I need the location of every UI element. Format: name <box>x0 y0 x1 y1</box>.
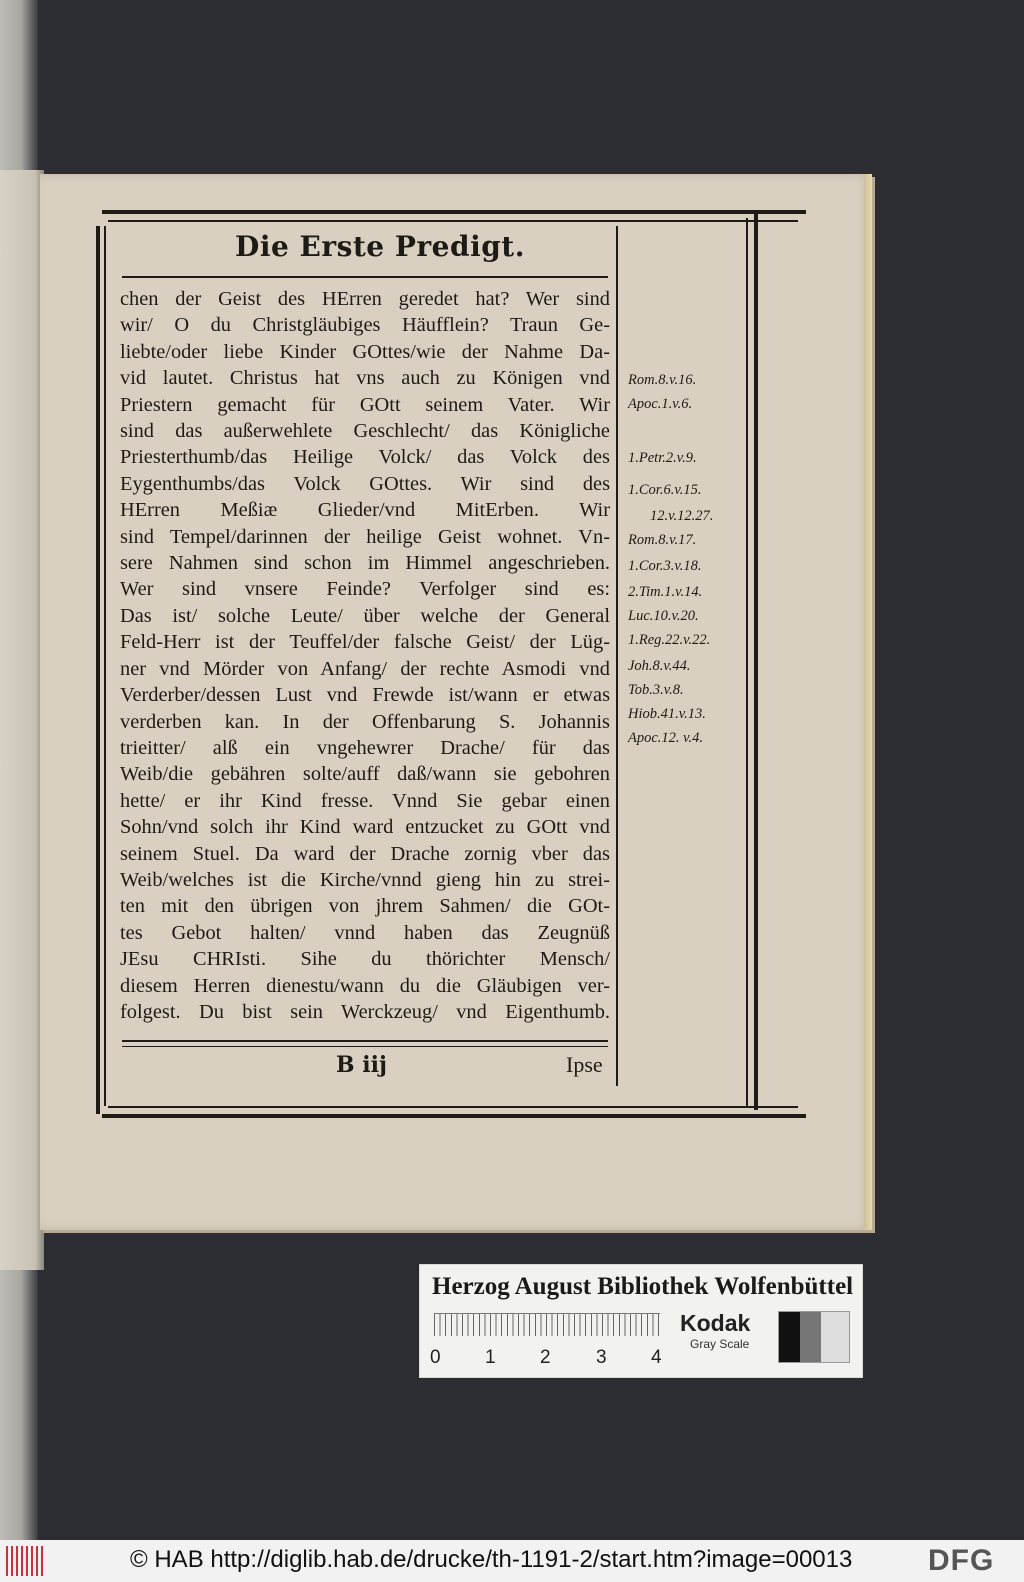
page-title: Die Erste Predigt. <box>235 230 525 263</box>
header-rule <box>122 276 608 278</box>
margin-note: 2.Tim.1.v.14. <box>628 584 703 600</box>
frame-rule <box>108 1106 798 1108</box>
text-line: sind das außerwehlete Geschlecht/ das Königliche <box>120 420 610 443</box>
text-line: ten mit den übrigen von jhrem Sahmen/ die GOt- <box>120 895 610 918</box>
main-text-column <box>120 286 610 1025</box>
text-line: folgest. Du bist sein Werckzeug/ vnd Eigenthumb. <box>120 1000 610 1023</box>
margin-note: Rom.8.v.17. <box>628 532 697 548</box>
dfg-logo: DFG <box>928 1544 995 1577</box>
footer-rule <box>122 1040 608 1042</box>
margin-note: 1.Cor.6.v.15. <box>628 482 702 498</box>
text-line: Priesterthumb/das Heilige Volck/ das Volck des <box>120 446 610 469</box>
text-line: chen der Geist des HErren geredet hat? Wer sind <box>120 288 610 310</box>
text-line: hette/ er ihr Kind fresse. Vnnd Sie gebar einen <box>120 789 610 812</box>
margin-note: 1.Petr.2.v.9. <box>628 450 697 466</box>
text-line: Weib/die gebähren solte/auff daß/wann sie gebohren <box>120 763 610 786</box>
text-line: sere Nahmen sind schon im Himmel angeschrieben. <box>120 552 610 575</box>
text-line: Eygenthumbs/das Volck GOttes. Wir sind des <box>120 472 610 495</box>
frame-rule <box>96 226 100 1114</box>
frame-rule <box>754 210 758 1110</box>
text-line: Wer sind vnsere Feinde? Verfolger sind es: <box>120 578 610 601</box>
margin-note: 1.Cor.3.v.18. <box>628 558 702 574</box>
frame-rule <box>104 226 106 1106</box>
text-line: Verderber/dessen Lust vnd Frewde ist/wann er etwas <box>120 684 610 707</box>
margin-note: 12.v.12.27. <box>650 508 714 524</box>
frame-rule <box>102 1114 806 1118</box>
margin-note: Tob.3.v.8. <box>628 682 684 698</box>
text-line: Feld-Herr ist der Teuffel/der falsche Geist/ der Lüg- <box>120 631 610 654</box>
text-line: Weib/welches ist die Kirche/vnnd gieng hin zu strei- <box>120 868 610 891</box>
column-divider <box>616 226 618 1086</box>
text-line: Sohn/vnd solch ihr Kind ward entzucket zu GOtt vnd <box>120 816 610 839</box>
frame-rule <box>102 210 806 214</box>
margin-note: Luc.10.v.20. <box>628 608 699 624</box>
text-line: liebte/oder liebe Kinder GOttes/wie der Nahme Da- <box>120 340 610 363</box>
text-line: HErren Meßiæ Glieder/vnd MitErben. Wir <box>120 499 610 522</box>
footer-bar <box>0 1540 1024 1582</box>
frame-rule <box>108 220 798 222</box>
text-line: sind Tempel/darinnen der heilige Geist wohnet. Vn- <box>120 525 610 548</box>
text-line: verderben kan. In der Offenbarung S. Johannis <box>120 710 610 733</box>
text-line: seinem Stuel. Da ward der Drache zornig vber das <box>120 842 610 865</box>
color-reference-card <box>419 1264 863 1378</box>
text-line: Priestern gemacht für GOtt seinem Vater. Wir <box>120 393 610 416</box>
margin-note: Apoc.12. v.4. <box>628 730 704 746</box>
gray-scale-swatch <box>778 1311 850 1363</box>
ruler-number: 0 <box>430 1347 441 1368</box>
footer-rule <box>122 1046 608 1047</box>
gray-scale-label: Gray Scale <box>690 1337 750 1351</box>
text-line: Das ist/ solche Leute/ über welche der General <box>120 604 610 627</box>
ruler-number: 1 <box>485 1347 496 1368</box>
text-line: tes Gebot halten/ vnnd haben das Zeugnüß <box>120 921 610 944</box>
margin-note: Rom.8.v.16. <box>628 372 697 388</box>
text-line: diesem Herren dienestu/wann du die Gläubigen ver- <box>120 974 610 997</box>
ruler-number: 2 <box>540 1347 551 1368</box>
signature-mark: B iij <box>336 1052 387 1078</box>
text-line: wir/ O du Christgläubiges Häufflein? Traun Ge- <box>120 314 610 337</box>
ruler-ticks <box>434 1314 660 1336</box>
ruler-number: 4 <box>651 1347 662 1368</box>
ruler <box>434 1313 660 1348</box>
frame-rule <box>746 218 748 1108</box>
barcode-icon <box>6 1546 46 1576</box>
margin-note: Hiob.41.v.13. <box>628 706 706 722</box>
margin-note: Apoc.1.v.6. <box>628 396 693 412</box>
text-line: ner vnd Mörder von Anfang/ der rechte Asmodi vnd <box>120 657 610 680</box>
library-name: Herzog August Bibliothek Wolfenbüttel <box>432 1273 854 1300</box>
adjacent-page-strip <box>0 170 44 1270</box>
credit-link[interactable]: © HAB http://diglib.hab.de/drucke/th-1191-2/start.htm?image=00013 <box>130 1546 853 1573</box>
margin-note: 1.Reg.22.v.22. <box>628 632 711 648</box>
kodak-logo: Kodak <box>680 1310 751 1336</box>
margin-note: Joh.8.v.44. <box>628 658 691 674</box>
catchword: Ipse <box>566 1052 603 1077</box>
ruler-number: 3 <box>596 1347 607 1368</box>
book-page <box>40 174 872 1230</box>
text-line: trieitter/ alß ein vngehewrer Drache/ für das <box>120 736 610 759</box>
text-line: vid lautet. Christus hat vns auch zu Königen vnd <box>120 367 610 390</box>
page-edge <box>864 174 872 1230</box>
text-line: JEsu CHRIsti. Sihe du thörichter Mensch/ <box>120 948 610 971</box>
